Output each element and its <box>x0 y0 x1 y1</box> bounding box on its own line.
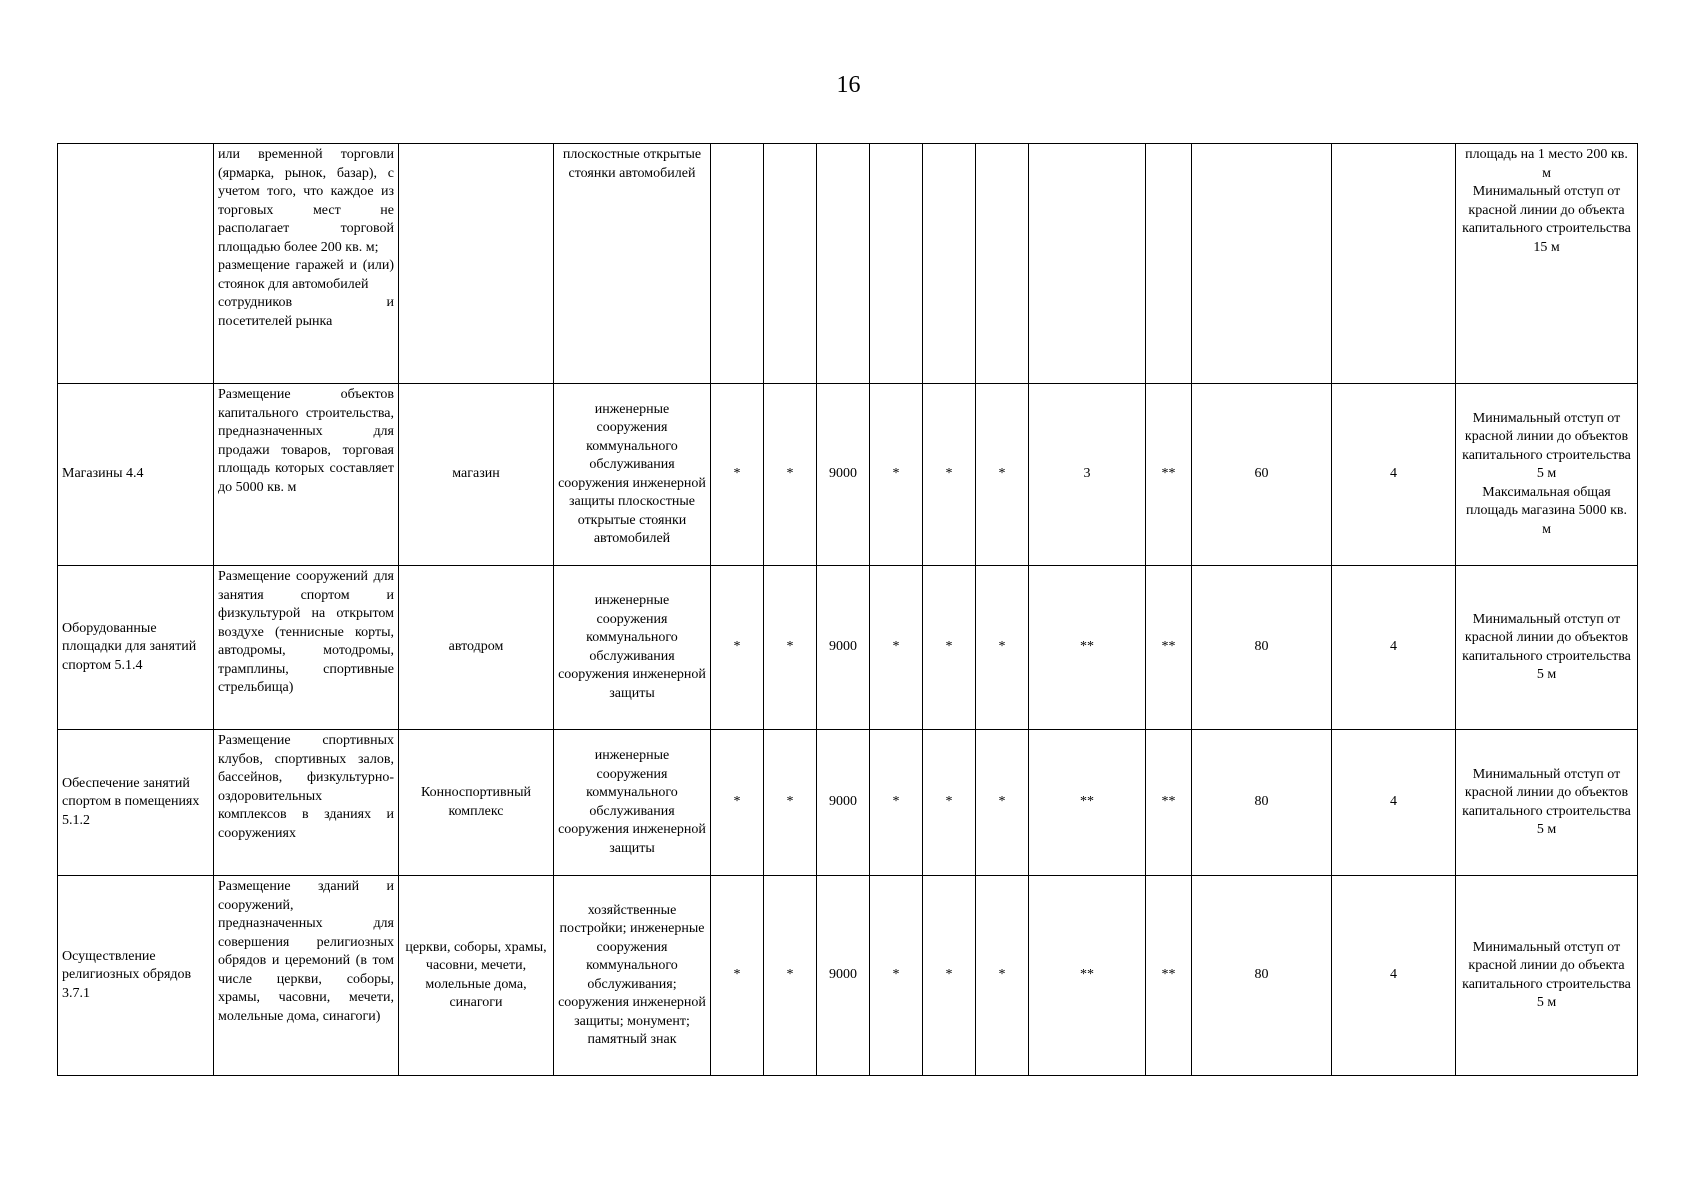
aux-objects-cell: инженерные сооружения коммунального обслуживания сооружения инженерной защиты <box>554 730 711 876</box>
description-text-3: сотрудников и <box>218 295 394 310</box>
description-cell: Размещение объектов капитального строительства, предназначенных для продажи товаров, торговая площадь которых составляет до 5000 кв. м <box>214 384 399 566</box>
page-number: 16 <box>836 72 861 98</box>
param-cell: ** <box>1029 566 1146 730</box>
param-cell: * <box>870 876 923 1076</box>
description-cell: Размещение зданий и сооружений, предназначенных для совершения религиозных обрядов и церемоний (в том числе церкви, соборы, храмы, часовни, мечети, молельные дома, синагоги) <box>214 876 399 1076</box>
param-cell: 4 <box>1332 566 1456 730</box>
param-cell: * <box>923 566 976 730</box>
param-cell: 80 <box>1192 730 1332 876</box>
param-cell <box>1029 144 1146 384</box>
param-cell: ** <box>1029 876 1146 1076</box>
param-cell: 9000 <box>817 876 870 1076</box>
param-cell: * <box>870 566 923 730</box>
zoning-regulations-table <box>57 143 1638 1076</box>
param-cell: * <box>764 876 817 1076</box>
use-type-cell: Оборудованные площадки для занятий спортом 5.1.4 <box>58 566 214 730</box>
param-cell: * <box>976 876 1029 1076</box>
description-text-2: размещение гаражей и (или) стоянок для автомобилей <box>218 258 394 292</box>
param-cell: ** <box>1146 876 1192 1076</box>
param-cell <box>1146 144 1192 384</box>
param-cell: * <box>764 566 817 730</box>
description-text-4: посетителей рынка <box>218 313 333 329</box>
note-cell <box>1456 384 1638 566</box>
param-cell: * <box>764 384 817 566</box>
param-cell: 60 <box>1192 384 1332 566</box>
description-cell: Размещение сооружений для занятия спортом и физкультурой на открытом воздухе (теннисные корты, автодромы, мотодромы, трамплины, спортивные стрельбища) <box>214 566 399 730</box>
param-cell: * <box>976 384 1029 566</box>
param-cell: * <box>870 384 923 566</box>
param-cell: ** <box>1029 730 1146 876</box>
param-cell: 4 <box>1332 876 1456 1076</box>
note-cell <box>1456 566 1638 730</box>
aux-objects-cell: плоскостные открытые стоянки автомобилей <box>554 144 711 384</box>
note-cell <box>1456 876 1638 1076</box>
param-cell: 80 <box>1192 876 1332 1076</box>
main-objects-cell <box>399 144 554 384</box>
param-cell: 3 <box>1029 384 1146 566</box>
param-cell: 9000 <box>817 566 870 730</box>
main-objects-cell: магазин <box>399 384 554 566</box>
note-line: Минимальный отступ от красной линии до объектов капитального строительства 5 м <box>1462 611 1631 682</box>
param-cell: * <box>923 876 976 1076</box>
param-cell: * <box>923 384 976 566</box>
main-objects-cell: церкви, соборы, храмы, часовни, мечети, молельные дома, синагоги <box>399 876 554 1076</box>
param-cell: ** <box>1146 566 1192 730</box>
param-cell <box>923 144 976 384</box>
note-line: площадь на 1 место 200 кв. м <box>1465 147 1628 181</box>
aux-objects-cell: хозяйственные постройки; инженерные сооружения коммунального обслуживания; сооружения инженерной защиты; монумент; памятный знак <box>554 876 711 1076</box>
note-cell <box>1456 730 1638 876</box>
param-cell: * <box>711 566 764 730</box>
table-row <box>58 384 1638 566</box>
param-cell: * <box>711 876 764 1076</box>
note-line: Минимальный отступ от красной линии до объектов капитального строительства 5 м <box>1462 410 1631 482</box>
note-line: Минимальный отступ от красной линии до объекта капитального строительства 5 м <box>1462 939 1631 1010</box>
table-row <box>58 144 1638 384</box>
param-cell <box>1332 144 1456 384</box>
note-line: Минимальный отступ от красной линии до объектов капитального строительства 5 м <box>1462 766 1631 837</box>
main-objects-cell: Конноспортивный комплекс <box>399 730 554 876</box>
param-cell <box>711 144 764 384</box>
aux-objects-cell: инженерные сооружения коммунального обслуживания сооружения инженерной защиты плоскостные открытые стоянки автомобилей <box>554 384 711 566</box>
param-cell <box>1192 144 1332 384</box>
table-row <box>58 730 1638 876</box>
param-cell: * <box>764 730 817 876</box>
param-cell: ** <box>1146 384 1192 566</box>
param-cell: * <box>870 730 923 876</box>
param-cell: 80 <box>1192 566 1332 730</box>
param-cell <box>870 144 923 384</box>
use-type-cell: Магазины 4.4 <box>58 384 214 566</box>
main-objects-cell: автодром <box>399 566 554 730</box>
param-cell: * <box>711 730 764 876</box>
note-cell <box>1456 144 1638 384</box>
use-type-cell: Обеспечение занятий спортом в помещениях 5.1.2 <box>58 730 214 876</box>
use-type-cell <box>58 144 214 384</box>
param-cell: 9000 <box>817 730 870 876</box>
param-cell: 9000 <box>817 384 870 566</box>
param-cell: 4 <box>1332 730 1456 876</box>
param-cell: * <box>976 730 1029 876</box>
param-cell <box>976 144 1029 384</box>
note-line: Минимальный отступ от красной линии до объекта капитального строительства 15 м <box>1462 184 1631 255</box>
param-cell: * <box>923 730 976 876</box>
param-cell: ** <box>1146 730 1192 876</box>
table-row <box>58 566 1638 730</box>
note-line: Максимальная общая площадь магазина 5000 кв. м <box>1465 484 1628 537</box>
description-cell: Размещение спортивных клубов, спортивных залов, бассейнов, физкультурно-оздоровительных комплексов в зданиях и сооружениях <box>214 730 399 876</box>
use-type-cell: Осуществление религиозных обрядов 3.7.1 <box>58 876 214 1076</box>
param-cell: 4 <box>1332 384 1456 566</box>
table-row <box>58 876 1638 1076</box>
description-text: или временной торговли (ярмарка, рынок, базар), с учетом того, что каждое из торговых мест не располагает торговой площадью более 200 кв. м; <box>218 147 394 255</box>
param-cell <box>764 144 817 384</box>
description-cell <box>214 144 399 384</box>
param-cell <box>817 144 870 384</box>
aux-objects-cell: инженерные сооружения коммунального обслуживания сооружения инженерной защиты <box>554 566 711 730</box>
param-cell: * <box>976 566 1029 730</box>
param-cell: * <box>711 384 764 566</box>
